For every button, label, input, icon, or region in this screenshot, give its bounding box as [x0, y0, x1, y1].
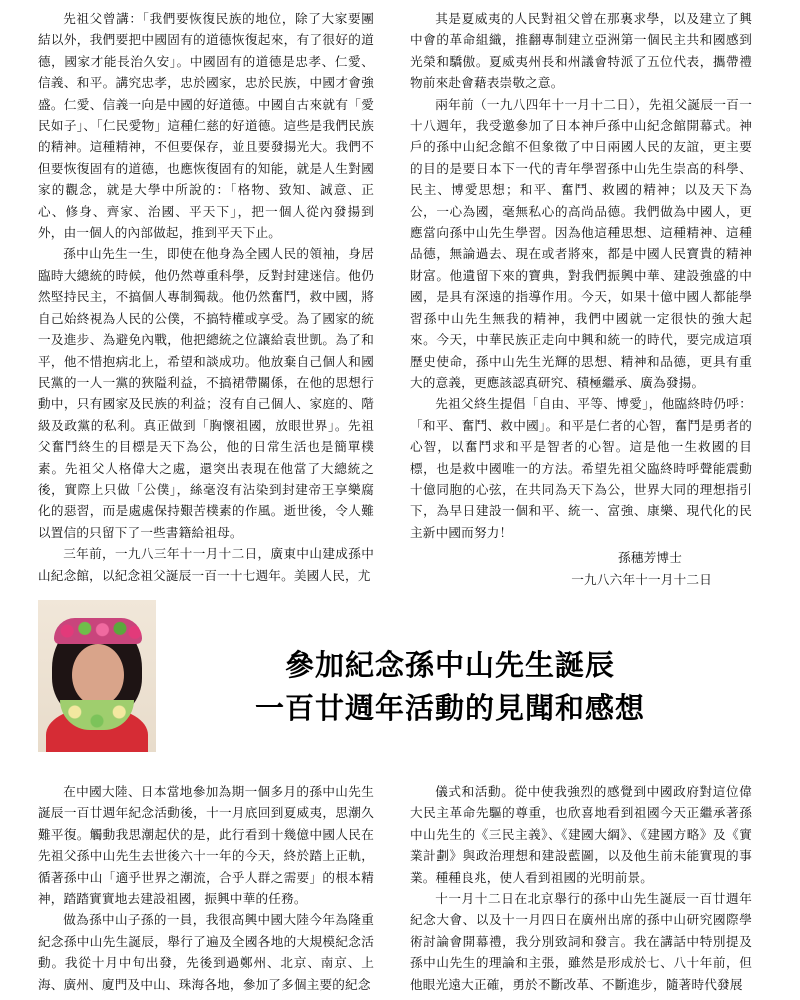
- paragraph: 兩年前（一九八四年十一月十二日），先祖父誕辰一百一十八週年，我受邀參加了日本神戶孫中山紀念館開幕式。神戶的孫中山紀念館不但象徵了中日兩國人民的友誼，更主要的目的是要日本下一代的青年學習孫中山先生崇高的科學、民主、博愛思想；和平、奮鬥、救國的精神；以及天下為公，一心為國，毫無私心的高尚品德。我們做為中國人，更應當向孫中山先生學習。因為他這種思想、這種精神、這種品德，無論過去、現在或者將來，都是中國人民寶貴的精神財富。他遺留下來的寶典，對我們振興中華、建設強盛的中國，是具有深遠的指導作用。今天，如果十億中國人都能學習孫中山先生無我的精神，我們中國就一定很快的強大起來。今天，中華民族正走向中興和統一的時代，要完成這項歷史使命，孫中山先生光輝的思想、精神和品德，更具有重大的意義，更應該認真研究、積極繼承、廣為發揚。: [410, 96, 752, 390]
- article-title-line-1: 參加紀念孫中山先生誕辰: [284, 648, 615, 682]
- paragraph: 先祖父曾講：「我們要恢復民族的地位，除了大家要團結以外，我們要把中國固有的道德恢復起來，有了很好的道德，國家才能長治久安」。中國固有的道德是忠孝、仁愛、信義、和平。講究忠孝，忠於國家，忠於民族，中國才會強盛。仁愛、信義一向是中國的好道德。中國自古來就有「愛民如子」、「仁民愛物」這種仁慈的好道德。這些是我們民族的精神。這種精神，不但要保存，並且要發揚光大。我們不但要恢復固有的道德，也應恢復固有的知能，就是人生對國家的觀念，就是大學中所說的：「格物、致知、誠意、正心、修身、齊家、治國、平天下」，把一個人從內發揚到外，由一個人的內部做起，推到平天下止。: [38, 11, 374, 241]
- top-right-column: [410, 8, 752, 590]
- top-left-column: [38, 8, 374, 586]
- paragraph: 孫中山先生一生，即使在他身為全國人民的領袖，身居臨時大總統的時候，他仍然尊重科學，反對封建迷信。他仍然堅持民主，不搞個人專制獨裁。他仍然奮鬥，救中國，將自己始終視為人民的公僕，不搞特權或享受。為了國家的統一及進步、為避免內戰，他把總統之位讓給袁世凱。為了和平，他不惜抱病北上，希望和談成功。他放棄自己個人和國民黨的一人一黨的狹隘利益，不搞裙帶關係，在他的思想行動中，只有國家及民族的利益；沒有自己個人、家庭的、階級及政黨的私利。真正做到「胸懷祖國，放眼世界」。先祖父奮鬥終生的目標是天下為公，他的日常生活也是簡單樸素。先祖父人格偉大之處，還突出表現在他當了大總統之後，實際上只做「公僕」，絲毫沒有沾染到封建帝王享樂腐化的惡習，而是處處保持艱苦樸素的作風。逝世後，令人難以置信的只留下了一些書籍給祖母。: [38, 246, 374, 540]
- paragraph: 十一月十二日在北京舉行的孫中山先生誕辰一百廿週年紀念大會、以及十一月四日在廣州出席的孫中山研究國際學術討論會開幕禮，我分別致詞和發言。我在講話中特別提及孫中山先生的理論和主張，雖然是形成於七、八十年前，但他眼光遠大正確，勇於不斷改革、不斷進步，隨著時代發展: [410, 891, 752, 992]
- paragraph: 其是夏威夷的人民對祖父曾在那裏求學，以及建立了興中會的革命組織，推翻專制建立亞洲第一個民主共和國感到光榮和驕傲。夏威夷州長和州議會特派了五位代表，攜帶禮物前來赴會藉表崇敬之意。: [410, 11, 752, 91]
- bottom-left-column: [38, 781, 374, 995]
- article-title: [170, 644, 730, 730]
- bottom-right-column: [410, 781, 752, 995]
- paragraph: 儀式和活動。從中使我強烈的感覺到中國政府對這位偉大民主革命先驅的尊重，也欣喜地看到祖國今天正繼承著孫中山先生的《三民主義》、《建國大綱》、《建國方略》及《實業計劃》與政治理想和建設藍圖，以及他生前未能實現的事業。種種良兆，使人看到祖國的光明前景。: [410, 784, 752, 885]
- paragraph: 做為孫中山子孫的一員，我很高興中國大陸今年為隆重紀念孫中山先生誕辰，舉行了遍及全國各地的大規模紀念活動。我從十月中旬出發，先後到過鄭州、北京、南京、上海、廣州、廈門及中山、珠海各地，參加了多個主要的紀念: [38, 912, 374, 992]
- paragraph: 在中國大陸、日本當地參加為期一個多月的孫中山先生誕辰一百廿週年紀念活動後，十一月底回到夏威夷，思潮久難平復。觸動我思潮起伏的是，此行看到十幾億中國人民在先祖父孫中山先生去世後六十一年的今天，終於踏上正軌，循著孫中山「適乎世界之潮流，合乎人群之需要」的根本精神，踏踏實實地去建設祖國，振興中華的任務。: [38, 784, 374, 907]
- signature-date: 一九八六年十一月十二日: [571, 571, 712, 587]
- paragraph: 三年前，一九八三年十一月十二日，廣東中山建成孫中山紀念館，以紀念祖父誕辰一百一十七週年。美國人民，尤: [38, 546, 374, 583]
- author-portrait-image: [38, 600, 156, 752]
- portrait-flower-crown: [54, 618, 142, 644]
- signature-name: 孫穗芳博士: [618, 550, 682, 566]
- article-title-line-2: 一百廿週年活動的見聞和感想: [254, 691, 645, 725]
- paragraph: 先祖父終生提倡「自由、平等、博愛」，他臨終時仍呼：「和平、奮鬥、救中國」。和平是仁者的心智，奮鬥是勇者的心智，以奮鬥求和平是智者的心智。這是他一生救國的目標，也是救中國唯一的方法。希望先祖父臨終時呼聲能震動十億同胞的心弦，在共同為天下為公，世界大同的理想指引下，為早日建設一個和平、統一、富強、康樂、現代化的民主新中國而努力！: [410, 396, 752, 540]
- portrait-face: [72, 644, 124, 706]
